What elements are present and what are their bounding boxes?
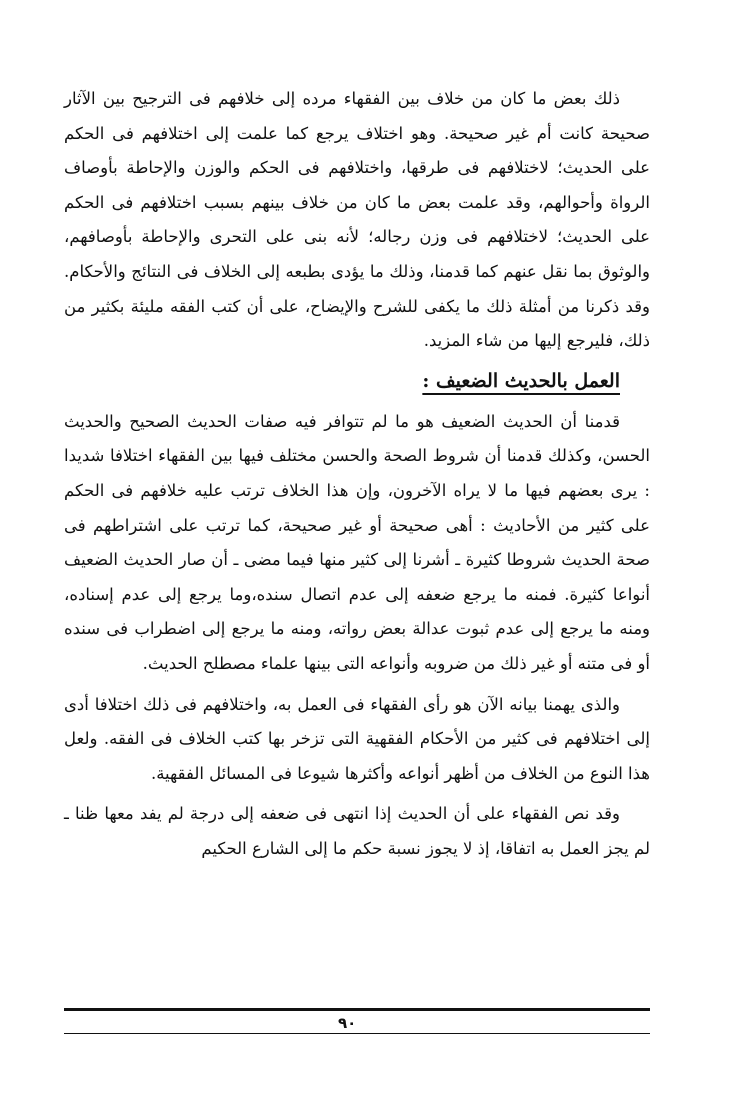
footer-rule-bottom: [64, 1033, 650, 1034]
page-body: [64, 82, 650, 866]
page-footer: [64, 1008, 650, 1034]
section-heading: العمل بالحديث الضعيف :: [422, 369, 620, 392]
footer-rule-top: [64, 1008, 650, 1011]
paragraph-4: وقد نص الفقهاء على أن الحديث إذا انتهى فى ضعفه إلى درجة لم يفد معها ظنا ـ لم يجز العمل به اتفاقا، إذ لا يجوز نسبة حكم ما إلى الشارع الحكيم: [64, 804, 650, 858]
page-number: ٩٠: [338, 1014, 357, 1032]
paragraph-1: ذلك بعض ما كان من خلاف بين الفقهاء مرده إلى خلافهم فى الترجيح بين الآثار صحيحة كانت أم غير صحيحة. وهو اختلاف يرجع كما علمت إلى اختلافهم فى الحكم على الحديث؛ لاختلافهم فى طرقها، واختلافهم فى الحكم والوزن والإحاطة بأوصاف الرواة وأحوالهم، وقد علمت بعض ما كان من خلاف بينهم بسبب اختلافهم فى الحكم على الحديث؛ لاختلافهم فى وزن رجاله؛ لأنه بنى على التحرى والإحاطة بأوصافهم، والوثوق بما نقل عنهم كما قدمنا، وذلك ما يؤدى بطبعه إلى الخلاف فى النتائج والأحكام. وقد ذكرنا من أمثلة ذلك ما يكفى للشرح والإيضاح، على أن كتب الفقه مليئة بكثير من ذلك، فليرجع إليها من شاء المزيد.: [64, 89, 650, 351]
paragraph-2: قدمنا أن الحديث الضعيف هو ما لم تتوافر فيه صفات الحديث الصحيح والحديث الحسن، وكذلك قدمنا أن شروط الصحة والحسن مختلف فيها بين الفقهاء اختلافا شديدا : يرى بعضهم فيها ما لا يراه الآخرون، وإن هذا الخلاف ترتب عليه خلافهم فى الحكم على كثير من الأحاديث : أهى صحيحة أو غير صحيحة، كما ترتب على اشتراطهم فى صحة الحديث شروطا كثيرة ـ أشرنا إلى كثير منها فيما مضى ـ أن صار الحديث الضعيف أنواعا كثيرة. فمنه ما يرجع ضعفه إلى عدم اتصال سنده،وما يرجع إلى عدم إسناده، ومنه ما يرجع إلى عدم ثبوت عدالة بعض رواته، ومنه ما يرجع إلى اضطراب فى سنده أو فى متنه أو غير ذلك من ضروبه وأنواعه التى بينها علماء مصطلح الحديث.: [64, 411, 650, 673]
paragraph-3: والذى يهمنا بيانه الآن هو رأى الفقهاء فى العمل به، واختلافهم فى ذلك اختلافا أدى إلى اختلافهم فى كثير من الأحكام الفقهية التى تزخر بها كتب الخلاف فى الفقه. ولعل هذا النوع من الخلاف من أظهر أنواعه وأكثرها شيوعا فى المسائل الفقهية.: [64, 694, 650, 783]
